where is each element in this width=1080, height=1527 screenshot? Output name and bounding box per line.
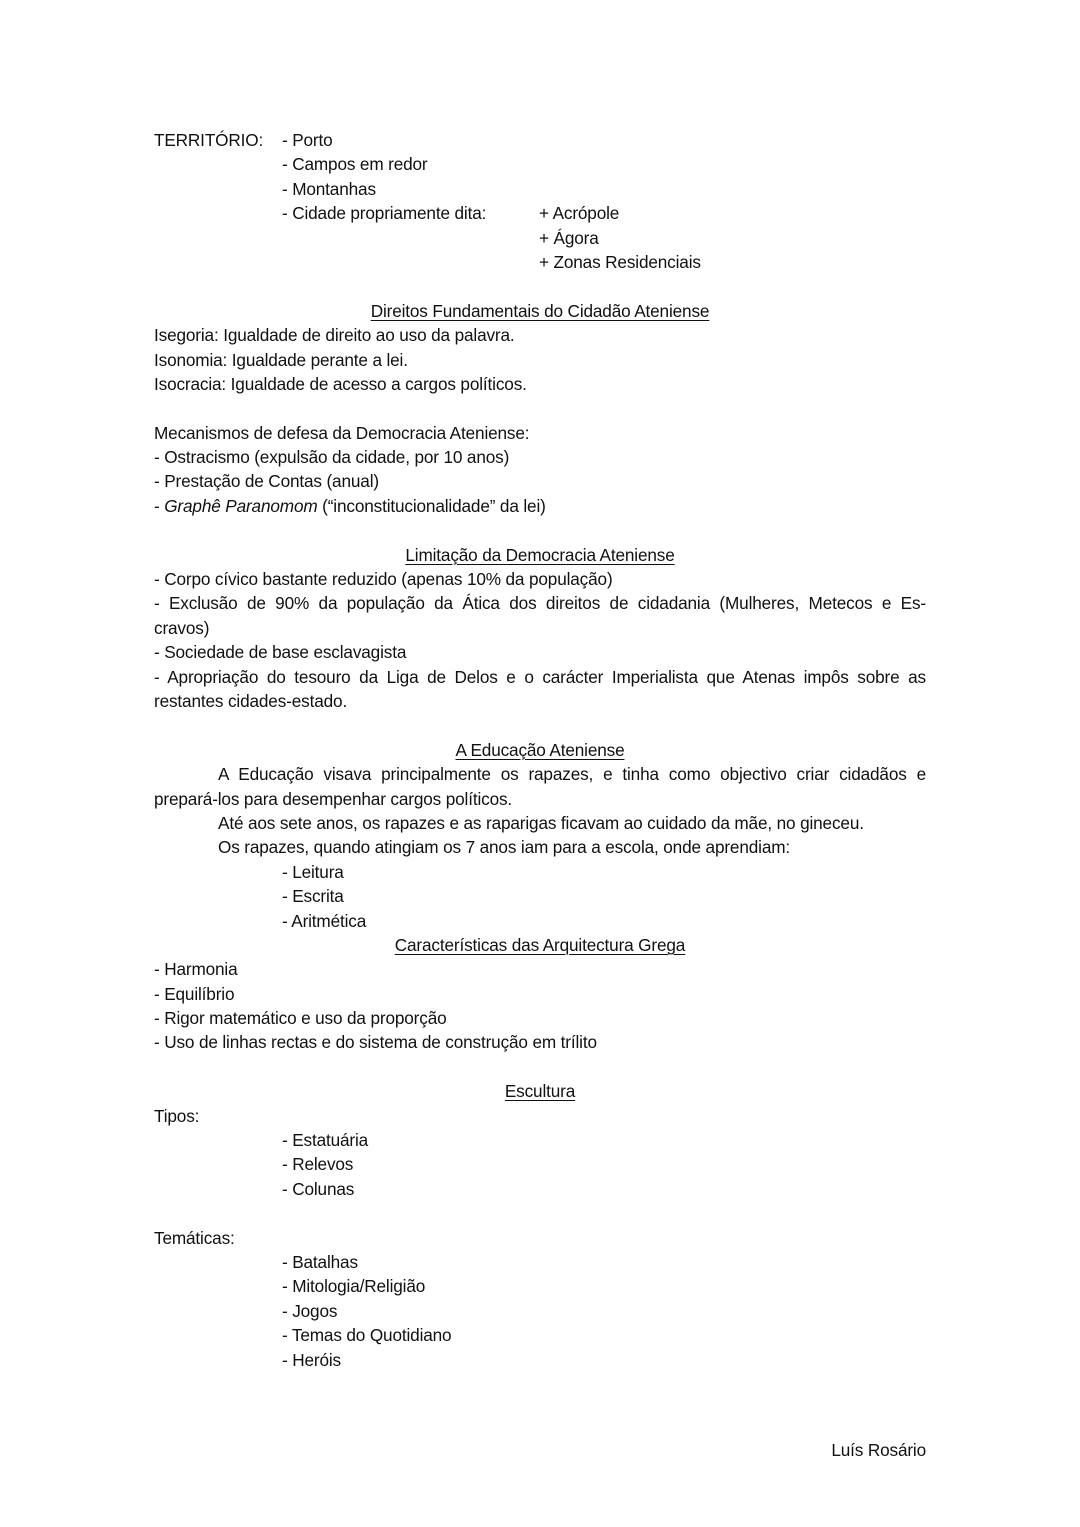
educacao-paragraph: Até aos sete anos, os rapazes e as raparigas ficavam ao cuidado da mãe, no gineceu.	[218, 812, 864, 833]
limitacao-line: - Exclusão de 90% da população da Ática dos direitos de cidadania (Mulheres, Metecos e Es-	[154, 593, 926, 614]
educacao-paragraph: Os rapazes, quando atingiam os 7 anos iam para a escola, onde aprendiam:	[218, 837, 791, 858]
mecanismo-item: - Ostracismo (expulsão da cidade, por 10 anos)	[154, 447, 510, 468]
territorio-item: - Campos em redor	[282, 154, 428, 175]
subject-item: - Escrita	[282, 886, 344, 907]
mecanismo-item: - Prestação de Contas (anual)	[154, 471, 379, 492]
direito-item: Isocracia: Igualdade de acesso a cargos políticos.	[154, 373, 527, 394]
limitacao-line: restantes cidades-estado.	[154, 690, 348, 711]
tipo-item: - Colunas	[282, 1178, 355, 1199]
tematicas-label: Temáticas:	[154, 1227, 235, 1248]
section-heading: Direitos Fundamentais do Cidadão Ateniense	[370, 300, 710, 321]
territorio-item: - Montanhas	[282, 178, 376, 199]
graphe-term: Graphê Paranomom	[164, 495, 318, 516]
limitacao-line: - Sociedade de base esclavagista	[154, 642, 407, 663]
section-heading: Escultura	[504, 1081, 576, 1102]
escultura-section	[154, 1079, 926, 1372]
subject-item: - Leitura	[282, 861, 344, 882]
tematica-item: - Batalhas	[282, 1251, 358, 1272]
territorio-item: - Porto	[282, 130, 333, 150]
territorio-section	[154, 128, 926, 274]
limitacao-section	[154, 543, 926, 714]
cidade-subitem: + Ágora	[539, 227, 599, 248]
territorio-label: TERRITÓRIO:	[154, 130, 264, 150]
educacao-section	[154, 738, 926, 933]
arquitectura-item: - Equilíbrio	[154, 983, 235, 1004]
limitacao-line: cravos)	[154, 617, 210, 638]
direitos-section	[154, 299, 926, 397]
tematica-item: - Mitologia/Religião	[282, 1276, 426, 1297]
arquitectura-item: - Harmonia	[154, 959, 238, 980]
tipo-item: - Relevos	[282, 1154, 354, 1175]
tipo-item: - Estatuária	[282, 1130, 369, 1151]
mecanismo-item: - Graphê Paranomom (“inconstitucionalidade” da lei)	[154, 495, 546, 516]
territorio-item: - Cidade propriamente dita:	[282, 203, 487, 224]
tematica-item: - Temas do Quotidiano	[282, 1325, 452, 1346]
educacao-paragraph: prepará-los para desempenhar cargos políticos.	[154, 788, 513, 809]
section-heading: Características das Arquitectura Grega	[394, 934, 686, 955]
arquitectura-section	[154, 933, 926, 1055]
tematica-item: - Jogos	[282, 1300, 338, 1321]
cidade-subitem: + Zonas Residenciais	[539, 251, 701, 272]
arquitectura-item: - Rigor matemático e uso da proporção	[154, 1008, 447, 1029]
tipos-label: Tipos:	[154, 1105, 200, 1126]
limitacao-line: - Apropriação do tesouro da Liga de Delos e o carácter Imperialista que Atenas impôs sobre as	[154, 666, 926, 687]
author-signature: Luís Rosário	[831, 1440, 926, 1460]
educacao-paragraph: A Educação visava principalmente os rapazes, e tinha como objectivo criar cidadãos e	[218, 764, 926, 785]
direito-item: Isegoria: Igualdade de direito ao uso da palavra.	[154, 325, 515, 346]
section-heading: Limitação da Democracia Ateniense	[405, 544, 675, 565]
cidade-subitem: + Acrópole	[539, 203, 620, 224]
limitacao-line: - Corpo cívico bastante reduzido (apenas 10% da população)	[154, 569, 613, 590]
arquitectura-item: - Uso de linhas rectas e do sistema de construção em trílito	[154, 1032, 597, 1053]
mecanismos-section	[154, 421, 926, 519]
section-heading: Mecanismos de defesa da Democracia Ateniense:	[154, 422, 530, 443]
section-heading: A Educação Ateniense	[455, 739, 625, 760]
subject-item: - Aritmética	[282, 910, 367, 931]
tematica-item: - Heróis	[282, 1349, 341, 1370]
direito-item: Isonomia: Igualdade perante a lei.	[154, 349, 408, 370]
document-page	[154, 128, 926, 1372]
